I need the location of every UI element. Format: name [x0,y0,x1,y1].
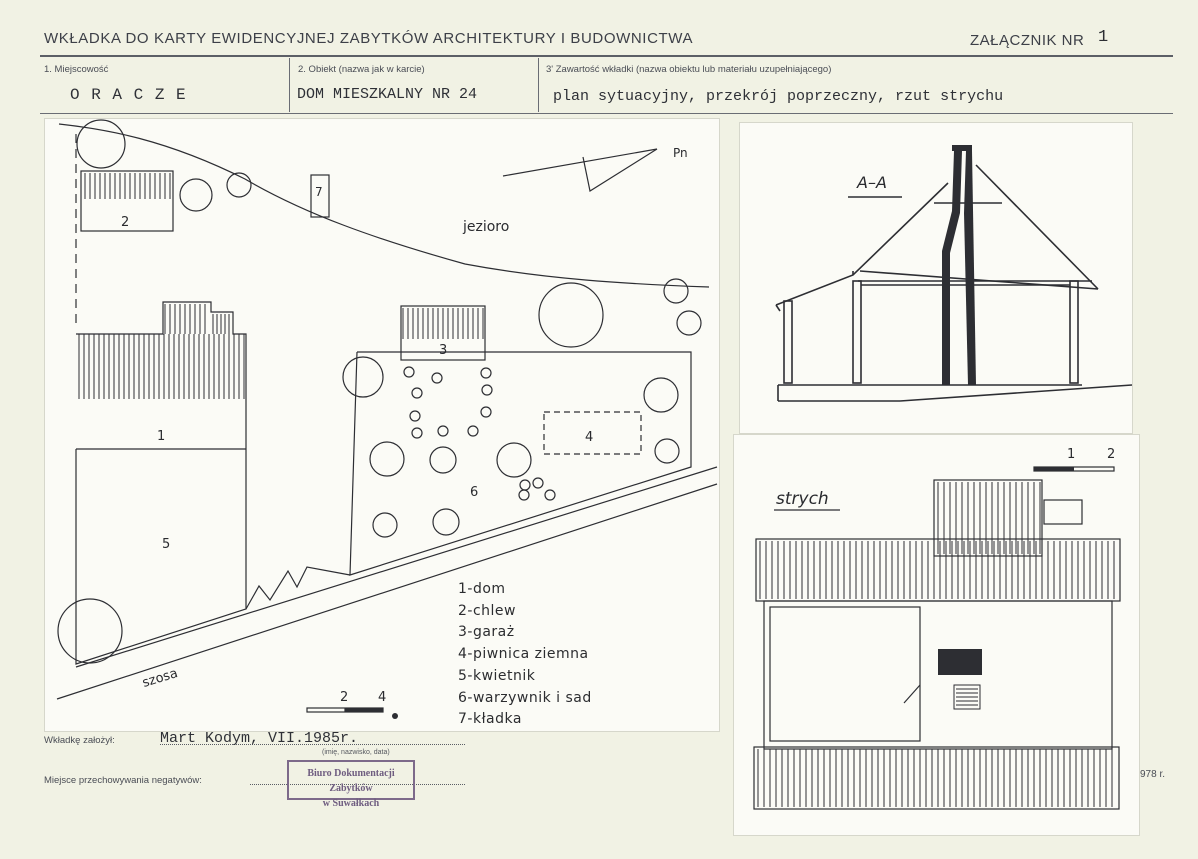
print-code: 978 r. [1140,769,1166,780]
shrub-circle [519,490,529,500]
shrub-circle [412,388,422,398]
author-hint: (imię, nazwisko, data) [322,749,390,756]
tree-circle [343,357,383,397]
tree-circle [664,279,688,303]
legend-item: 2-chlew [458,602,516,619]
shrub-circle [432,373,442,383]
object-value: DOM MIESZKALNY NR 24 [297,86,478,103]
legend-item: 1-dom [458,581,506,597]
legend-item: 6-warzywnik i sad [458,689,592,706]
site-plan-drawing [45,119,719,731]
locality-label: 1. Miejscowość [44,64,109,75]
attic-panel [733,434,1140,836]
shrub-circle [410,411,420,421]
tree-circle [58,599,122,663]
tree-circle [644,378,678,412]
tree-circle [370,442,404,476]
section-panel [739,122,1133,434]
shrub-circle [533,478,543,488]
shrub-circle [481,368,491,378]
header-rule [40,55,1173,57]
scale-label-4: 4 [378,690,387,705]
legend-item: 7-kładka [458,711,522,728]
section-drawing [740,123,1132,433]
object-label: 2. Obiekt (nazwa jak w karcie) [298,64,425,75]
tree-circle [77,120,125,168]
tree-circle [677,311,701,335]
annex-label: ZAŁĄCZNIK NR [970,32,1085,49]
form-title: WKŁADKA DO KARTY EWIDENCYJNEJ ZABYTKÓW ARCHITEKTURY I BUDOWNICTWA [44,30,694,47]
label-3: 3 [439,343,448,358]
legend-item: 4-piwnica ziemna [458,646,589,663]
label-6: 6 [470,485,479,500]
shrub-circle [438,426,448,436]
stamp-line: Biuro Dokumentacji Zabytków [307,768,395,794]
label-7: 7 [315,185,323,199]
shrub-circle [520,480,530,490]
section-title: A–A [857,173,887,192]
shrub-circle [404,367,414,377]
site-plan-panel [44,118,720,732]
content-value: plan sytuacyjny, przekrój poprzeczny, rzut strychu [553,88,1004,105]
legend-item: 3-garaż [458,624,515,641]
shrub-circle [468,426,478,436]
field-divider [538,58,539,112]
label-1: 1 [157,429,166,444]
attic-scale-1: 1 [1067,447,1076,462]
tree-circle [430,447,456,473]
attic-scale-2: 2 [1107,447,1116,462]
label-2: 2 [121,215,130,230]
shrub-circle [482,385,492,395]
legend-item: 5-kwietnik [458,667,536,684]
field-divider [289,58,290,112]
scale-label-2: 2 [340,690,349,705]
tree-circle [539,283,603,347]
storage-label: Miejsce przechowywania negatywów: [44,775,202,786]
stamp-line: w Suwałkach [322,798,380,809]
label-5: 5 [162,537,171,552]
tree-circle [373,513,397,537]
tree-circle [497,443,531,477]
lake-label: jezioro [463,219,510,235]
institution-stamp [287,760,415,809]
road-label: szosa [140,666,180,691]
author-label: Wkładkę założył: [44,735,115,746]
attic-title: strych [776,489,829,509]
shrub-circle [481,407,491,417]
locality-value: O R A C Z E [70,86,187,104]
label-4: 4 [585,430,594,445]
shrub-circle [545,490,555,500]
tree-circle [180,179,212,211]
legend [458,579,592,731]
tree-circle [433,509,459,535]
content-label: 3' Zawartość wkładki (nazwa obiektu lub materiału uzupełniającego) [546,64,832,75]
shrub-circle [412,428,422,438]
fields-rule [40,113,1173,114]
tree-circle [655,439,679,463]
north-label: Pn [673,146,688,160]
annex-number: 1 [1098,28,1109,47]
author-value: Mart Kodym, VII.1985r. [160,730,359,747]
